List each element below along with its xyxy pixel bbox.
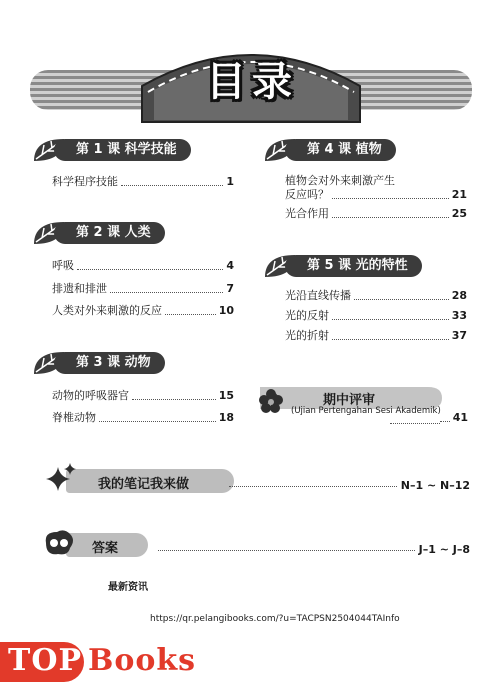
latest-label: 最新资讯 <box>108 582 148 593</box>
toc-entry[interactable] <box>52 410 234 426</box>
entry-page: 21 <box>451 188 467 201</box>
lesson-3-label: 第 3 课 动物 <box>54 352 165 374</box>
page-title: 目录 <box>206 59 298 105</box>
midterm-leader <box>390 410 440 424</box>
entry-title: 脊椎动物 <box>52 411 96 424</box>
entry-page: 18 <box>218 411 234 424</box>
entry-page: 1 <box>226 175 234 188</box>
notes-pages: N–1 ~ N–12 <box>400 479 470 492</box>
entry-title: 动物的呼吸器官 <box>52 389 129 402</box>
toc-entry[interactable] <box>52 174 234 190</box>
watermark-books: Books <box>88 643 197 678</box>
toc-entry[interactable] <box>52 281 234 297</box>
entry-page: 41 <box>452 411 468 424</box>
lesson-2-label: 第 2 课 人类 <box>54 222 165 244</box>
entry-page: 10 <box>218 304 234 317</box>
entry-page: 4 <box>226 259 234 272</box>
toc-entry[interactable] <box>285 187 467 203</box>
toc-entry[interactable] <box>52 388 234 404</box>
entry-title: 人类对外来刺激的反应 <box>52 304 162 317</box>
midterm-subtitle: (Ujian Pertengahan Sesi Akademik) <box>291 406 441 416</box>
midterm-title: 期中评审 <box>323 393 376 408</box>
entry-page: 7 <box>226 282 234 295</box>
notes-entry[interactable] <box>98 470 470 492</box>
topbooks-watermark <box>0 640 197 684</box>
entry-page: 15 <box>218 389 234 402</box>
entry-title-line2: 反应吗？ <box>285 188 329 201</box>
notes-label: 我的笔记我来做 <box>98 477 190 492</box>
lesson-5-label: 第 5 课 光的特性 <box>285 255 422 277</box>
midterm-entry[interactable] <box>440 410 468 426</box>
latest-url[interactable]: https://qr.pelangibooks.com/?u=TACPSN2504044TAInfo <box>150 614 400 624</box>
entry-title-line1: 植物会对外来刺激产生 <box>285 174 395 187</box>
entry-title: 科学程序技能 <box>52 175 118 188</box>
entry-page: 33 <box>451 309 467 322</box>
entry-page: 25 <box>451 207 467 220</box>
toc-entry[interactable] <box>52 303 234 319</box>
lesson-4-header <box>263 137 403 163</box>
answers-pages: J–1 ~ J–8 <box>418 543 470 556</box>
lesson-1-header <box>32 137 222 163</box>
answers-entry[interactable] <box>92 534 470 556</box>
answers-label: 答案 <box>92 541 119 556</box>
entry-page: 28 <box>451 289 467 302</box>
lesson-4-label: 第 4 课 植物 <box>285 139 396 161</box>
flower-icon <box>258 388 284 414</box>
sparkle-icon <box>44 461 78 495</box>
entry-title: 光的反射 <box>285 309 329 322</box>
toc-entry[interactable] <box>285 328 467 344</box>
toc-entry[interactable] <box>285 206 467 222</box>
toc-entry[interactable] <box>285 288 467 304</box>
lesson-3-header <box>32 350 192 376</box>
answers-badge-icon <box>42 528 76 558</box>
entry-title: 光的折射 <box>285 329 329 342</box>
entry-title: 光合作用 <box>285 207 329 220</box>
entry-page: 37 <box>451 329 467 342</box>
lesson-1-label: 第 1 课 科学技能 <box>54 139 191 161</box>
toc-entry[interactable] <box>285 308 467 324</box>
toc-entry[interactable] <box>52 258 234 274</box>
entry-title: 光沿直线传播 <box>285 289 351 302</box>
entry-title: 排遗和排泄 <box>52 282 107 295</box>
lesson-2-header <box>32 220 182 246</box>
entry-title: 呼吸 <box>52 259 74 272</box>
lesson-5-header <box>263 253 443 279</box>
watermark-top: TOP <box>8 643 83 678</box>
